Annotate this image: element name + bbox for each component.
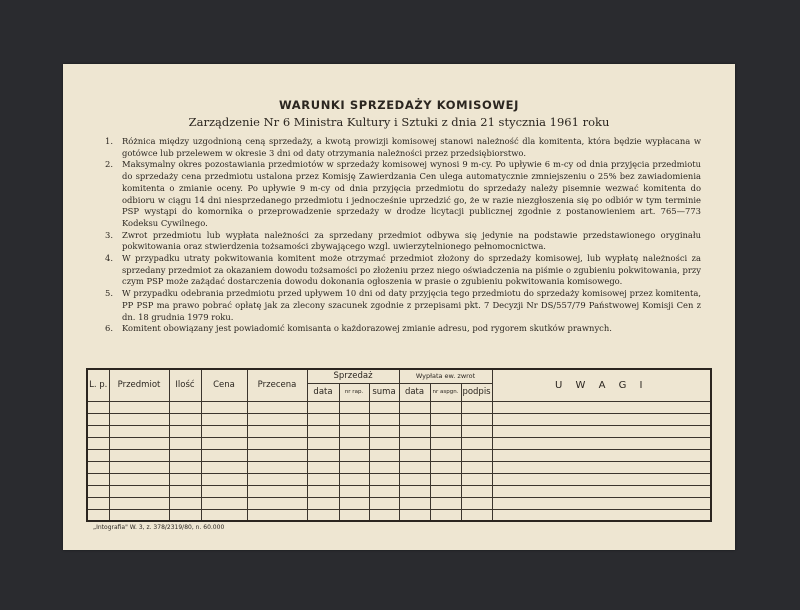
ledger-cell[interactable] [201,425,247,437]
ledger-cell[interactable] [169,425,201,437]
ledger-cell[interactable] [369,473,399,485]
printer-imprint: „Intografia" W. 3, z. 378/2319/80, n. 60.000 [93,524,225,531]
ledger-cell[interactable] [369,449,399,461]
ledger-cell[interactable] [492,485,711,497]
header-payout: Wypłata ew. zwrot [399,369,492,383]
ledger-cell[interactable] [492,497,711,509]
ledger-cell[interactable] [201,497,247,509]
ledger-cell[interactable] [339,449,369,461]
ledger-cell[interactable] [430,401,461,413]
term-text: Komitent obowiązany jest powiadomić komisanta o każdorazowej zmianie adresu, pod rygorem skutków prawnych. [122,323,612,334]
ledger-cell[interactable] [201,461,247,473]
ledger-cell[interactable] [399,497,430,509]
ledger-cell[interactable] [430,473,461,485]
ledger-cell[interactable] [430,449,461,461]
ledger-cell[interactable] [109,473,169,485]
ledger-cell[interactable] [169,401,201,413]
ledger-row [87,425,711,437]
ledger-cell[interactable] [461,449,492,461]
ledger-cell[interactable] [339,473,369,485]
ledger-cell[interactable] [201,401,247,413]
ledger-cell[interactable] [307,461,339,473]
ledger-cell[interactable] [87,425,109,437]
header-item: Przedmiot [109,369,169,401]
term-text: W przypadku utraty pokwitowania komitent może otrzymać przedmiot złożony do sprzedaży komisowej, lub wypłatę należności za sprzedany przedmiot za okazaniem dowodu tożsamości po złożeniu przez niego oświadczenia na piśmie o zgubieniu pokwitowania, przy czym PSP może zażądać dostarczenia dowodu dokonania ogłoszenia w prasie o zgubieniu pokwitowania komisowego. [122,253,701,287]
ledger-cell[interactable] [399,473,430,485]
ledger-cell[interactable] [201,437,247,449]
term-text: Maksymalny okres pozostawiania przedmiotów w sprzedaży komisowej wynosi 9 m-cy. Po upływie 6 m-cy od dnia przyjęcia przedmiotu do sprzedaży cena przedmiotu ustalona przez Komisję Zawierdzania Cen ulega automatycznie zmniejszeniu o 25% bez zawiadomienia komitenta o zmianie oceny. Po upływie 9 m-cy od dnia przyjęcia przedmiotu do sprzedaży należy pisemnie wezwać komitenta do odbioru w ciągu 14 dni niesprzedanego przedmiotu i jednocześnie uprzedzić go, że w razie niezgłoszenia się po odbiór w tym terminie PSP wystąpi do komornika o przeprowadzenie sprzedaży w drodze licytacji publicznej zgodnie z postanowieniem art. 765—773 Kodeksu Cywilnego. [122,159,701,228]
ledger-cell[interactable] [109,497,169,509]
term-number: 4. [105,253,113,264]
term-item [105,288,701,323]
ledger-row [87,437,711,449]
ledger-row [87,413,711,425]
ledger-cell[interactable] [430,509,461,521]
term-number: 1. [105,136,113,146]
ledger-cell[interactable] [399,509,430,521]
ledger-cell[interactable] [369,497,399,509]
ledger-cell[interactable] [247,449,307,461]
ledger-cell[interactable] [339,413,369,425]
ledger-cell[interactable] [399,413,430,425]
ledger-cell[interactable] [201,449,247,461]
header-sale-sum: suma [369,383,399,401]
ledger-row [87,461,711,473]
ledger-cell[interactable] [339,425,369,437]
ledger-cell[interactable] [339,401,369,413]
ledger-cell[interactable] [109,425,169,437]
header-sale-date: data [307,383,339,401]
ledger-cell[interactable] [461,401,492,413]
ledger-cell[interactable] [339,509,369,521]
term-number: 3. [105,229,113,240]
ledger-cell[interactable] [399,449,430,461]
ledger-cell[interactable] [87,449,109,461]
term-item [105,159,701,229]
header-price: Cena [201,369,247,401]
term-text: Zwrot przedmiotu lub wypłata należności za sprzedany przedmiot odbywa się jedynie na podstawie przedstawionego oryginału pokwitowania oraz stwierdzenia tożsamości zbywającego wzgl. uwierzytelnionego pełnomocnictwa. [122,229,701,252]
ledger-table [86,368,712,522]
ledger-cell[interactable] [307,425,339,437]
ledger-cell[interactable] [461,485,492,497]
ledger-cell[interactable] [430,497,461,509]
ledger-cell[interactable] [201,413,247,425]
ledger-cell[interactable] [369,485,399,497]
term-number: 2. [105,159,113,170]
ledger-cell[interactable] [87,461,109,473]
ledger-cell[interactable] [307,485,339,497]
ledger-cell[interactable] [369,437,399,449]
ledger-cell[interactable] [109,413,169,425]
ledger-rows [87,401,711,521]
ledger-cell[interactable] [109,461,169,473]
ledger-cell[interactable] [430,461,461,473]
header-payout-date: data [399,383,430,401]
term-item [105,230,701,253]
ledger-row [87,449,711,461]
ledger-cell[interactable] [307,449,339,461]
ledger-cell[interactable] [169,413,201,425]
commission-sale-form [63,64,735,550]
ledger-cell[interactable] [247,413,307,425]
ledger-cell[interactable] [247,425,307,437]
ledger-cell[interactable] [247,509,307,521]
ledger-cell[interactable] [169,449,201,461]
ledger-cell[interactable] [399,425,430,437]
ledger-cell[interactable] [247,473,307,485]
ledger-cell[interactable] [492,461,711,473]
ledger-cell[interactable] [247,461,307,473]
ledger-cell[interactable] [369,425,399,437]
form-subtitle: Zarządzenie Nr 6 Ministra Kultury i Sztuki z dnia 21 stycznia 1961 roku [188,115,610,129]
ledger-cell[interactable] [461,437,492,449]
ledger-cell[interactable] [169,485,201,497]
header-lp: L. p. [87,369,109,401]
ledger-row [87,509,711,521]
ledger-cell[interactable] [492,437,711,449]
header-sale: Sprzedaż [307,369,399,383]
ledger-cell[interactable] [87,437,109,449]
ledger-cell[interactable] [492,401,711,413]
ledger-cell[interactable] [201,509,247,521]
ledger-cell[interactable] [399,485,430,497]
ledger-cell[interactable] [369,461,399,473]
ledger-cell[interactable] [87,401,109,413]
ledger-cell[interactable] [169,437,201,449]
term-item [105,253,701,288]
header-markdown: Przecena [247,369,307,401]
ledger-cell[interactable] [399,461,430,473]
ledger-cell[interactable] [307,473,339,485]
ledger-cell[interactable] [369,401,399,413]
ledger-cell[interactable] [399,401,430,413]
ledger-cell[interactable] [307,497,339,509]
ledger-cell[interactable] [461,473,492,485]
term-number: 5. [105,288,113,299]
ledger-cell[interactable] [109,449,169,461]
ledger-cell[interactable] [430,413,461,425]
header-quantity: Ilość [169,369,201,401]
ledger-cell[interactable] [339,461,369,473]
ledger-cell[interactable] [87,413,109,425]
ledger-cell[interactable] [461,413,492,425]
ledger-cell[interactable] [247,497,307,509]
term-item [105,136,701,159]
ledger-cell[interactable] [430,437,461,449]
terms-list [105,136,701,335]
header-payout-signature: podpis [461,383,492,401]
ledger-row [87,497,711,509]
ledger-cell[interactable] [169,473,201,485]
term-text: W przypadku odebrania przedmiotu przed upływem 10 dni od daty przyjęcia tego przedmiotu do sprzedaży komisowej przez komitenta, PP PSP ma prawo pobrać opłatę jak za zlecony szacunek zgodnie z przepisami pkt. 7 Decyzji Nr DS/557/79 Państwowej Komisji Cen z dn. 18 grudnia 1979 roku. [122,288,701,322]
form-title: WARUNKI SPRZEDAŻY KOMISOWEJ [279,98,519,112]
ledger-cell[interactable] [87,509,109,521]
ledger-cell[interactable] [369,413,399,425]
ledger-cell[interactable] [461,461,492,473]
ledger-row [87,473,711,485]
term-number: 6. [105,323,113,334]
ledger-cell[interactable] [247,401,307,413]
ledger-cell[interactable] [339,485,369,497]
ledger-cell[interactable] [109,437,169,449]
ledger-cell[interactable] [369,509,399,521]
ledger-cell[interactable] [201,485,247,497]
ledger-cell[interactable] [492,413,711,425]
ledger-cell[interactable] [461,497,492,509]
ledger-cell[interactable] [87,485,109,497]
ledger-cell[interactable] [430,485,461,497]
ledger-cell[interactable] [492,473,711,485]
ledger-cell[interactable] [307,509,339,521]
ledger-cell[interactable] [169,461,201,473]
ledger-cell[interactable] [492,509,711,521]
ledger-cell[interactable] [307,437,339,449]
ledger-cell[interactable] [339,497,369,509]
ledger-row [87,401,711,413]
ledger-cell[interactable] [492,449,711,461]
ledger-cell[interactable] [461,425,492,437]
ledger-cell[interactable] [109,485,169,497]
ledger-cell[interactable] [492,425,711,437]
header-sale-report-no: nr rap. [339,383,369,401]
ledger-cell[interactable] [399,437,430,449]
ledger-cell[interactable] [109,401,169,413]
ledger-cell[interactable] [87,497,109,509]
ledger-cell[interactable] [201,473,247,485]
ledger-cell[interactable] [307,401,339,413]
term-item [105,323,701,335]
ledger-cell[interactable] [307,413,339,425]
ledger-cell[interactable] [109,509,169,521]
ledger-cell[interactable] [247,437,307,449]
ledger-row [87,485,711,497]
term-text: Różnica między uzgodnioną ceną sprzedaży, a kwotą prowizji komisowej stanowi należność dla komitenta, która będzie wypłacana w gotówce lub przelewem w okresie 3 dni od daty otrzymania należności przez przedsiębiorstwo. [122,136,701,158]
ledger-cell[interactable] [169,497,201,509]
header-remarks: U W A G I [492,369,711,401]
header-payout-no: nr aspgn. [430,383,461,401]
ledger-cell[interactable] [169,509,201,521]
ledger-cell[interactable] [247,485,307,497]
ledger-cell[interactable] [339,437,369,449]
ledger-cell[interactable] [430,425,461,437]
ledger-cell[interactable] [87,473,109,485]
ledger-cell[interactable] [461,509,492,521]
